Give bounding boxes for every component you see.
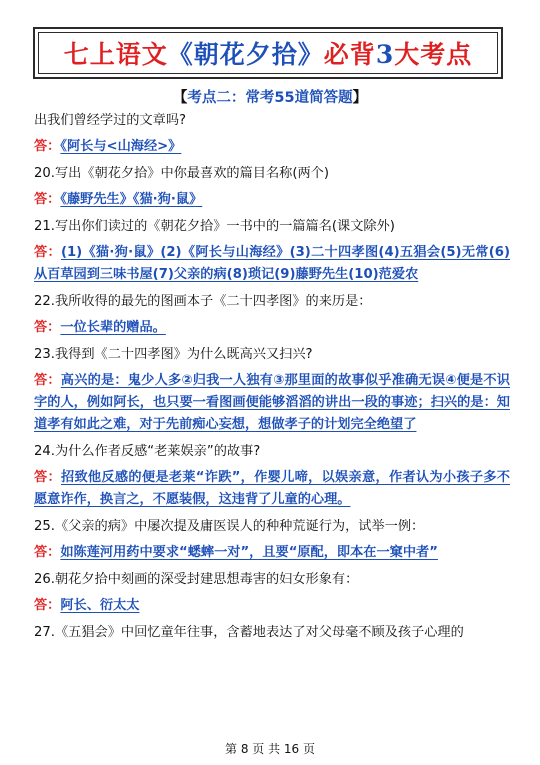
answer-label: 答： — [34, 139, 61, 154]
answer-text: 阿长、衍太太 — [60, 598, 140, 613]
question-26: 26.朝花夕拾中刻画的深受封建思想毒害的妇女形象有： — [34, 572, 359, 587]
answer-label: 答： — [34, 598, 61, 613]
answer-text: 如陈莲河用药中要求“蟋蟀一对”，且要“原配，即本在一窠中者” — [60, 545, 438, 560]
question-20: 20.写出《朝花夕拾》中你最喜欢的篇目名称(两个) — [34, 166, 330, 181]
title-part-must: 必背 — [323, 40, 376, 69]
question-27: 27.《五猖会》中回忆童年往事，含蓄地表达了对父母毫不顾及孩子心理的 — [34, 625, 464, 640]
section-bracket-close: 】 — [352, 90, 368, 106]
answer-text: (1)《猫·狗·鼠》(2)《阿长与山海经》(3)二十四孝图(4)五猖会(5)无常(6)从百草园到三味书屋(7)父亲的病(8)琐记(9)藤野先生(10)范爱农 — [34, 245, 510, 282]
answer-20 — [34, 189, 510, 211]
answer-24 — [34, 467, 510, 511]
question-24: 24.为什么作者反感“老莱娱亲”的故事? — [34, 444, 261, 459]
answer-label: 答： — [34, 320, 61, 335]
answer-21 — [34, 242, 510, 286]
answer-label: 答： — [34, 470, 61, 485]
question-23: 23.我得到《二十四孝图》为什么既高兴又扫兴? — [34, 347, 313, 362]
answer-text: 高兴的是：鬼少人多②归我一人独有③那里面的故事似乎准确无误④便是不识字的人，例如阿长，也只要一看图画便能够滔滔的讲出一段的事迹；扫兴的是：知道孝有如此之难，对于先前痴心妄想，想做孝子的计划完全绝望了 — [34, 373, 510, 432]
answer-19 — [34, 136, 510, 158]
title-part-points: 大考点 — [394, 40, 473, 69]
answer-label: 答： — [34, 545, 61, 560]
question-21: 21.写出你们读过的《朝花夕拾》一书中的一篇篇名(课文除外) — [34, 219, 395, 234]
answer-label: 答： — [34, 245, 61, 260]
answer-text: 一位长辈的赠品。 — [60, 320, 166, 335]
page-footer: 第 8 页 共 16 页 — [225, 742, 315, 756]
qa-list — [34, 110, 510, 648]
section-label: 考点二：常考55道简答题 — [187, 90, 353, 106]
question-22: 22.我所收得的最先的图画本子《二十四孝图》的来历是： — [34, 294, 372, 309]
answer-25 — [34, 542, 510, 564]
title-part-book: 《朝花夕拾》 — [167, 40, 324, 69]
answer-label: 答： — [34, 373, 61, 388]
question-19: 出我们曾经学过的文章吗? — [34, 113, 187, 128]
answer-label: 答： — [34, 192, 61, 207]
title-banner — [33, 27, 503, 79]
page-title — [64, 35, 472, 71]
title-part-subject: 七上语文 — [63, 40, 168, 69]
section-heading — [0, 86, 540, 107]
answer-22 — [34, 317, 510, 339]
section-bracket-open: 【 — [172, 90, 188, 106]
answer-text: 《阿长与<山海经>》 — [60, 139, 182, 154]
answer-text: 《藤野先生》《猫·狗·鼠》 — [60, 192, 203, 207]
title-part-number: 3 — [375, 40, 395, 69]
answer-text: 招致他反感的便是老莱“诈跌”，作婴儿啼，以娱亲意，作者认为小孩子多不愿意诈作，换言之，不愿装假，这违背了儿童的心理。 — [34, 470, 510, 507]
answer-26 — [34, 595, 510, 617]
question-25: 25.《父亲的病》中屡次提及庸医误人的种种荒诞行为，试举一例： — [34, 519, 425, 534]
answer-23 — [34, 370, 510, 436]
